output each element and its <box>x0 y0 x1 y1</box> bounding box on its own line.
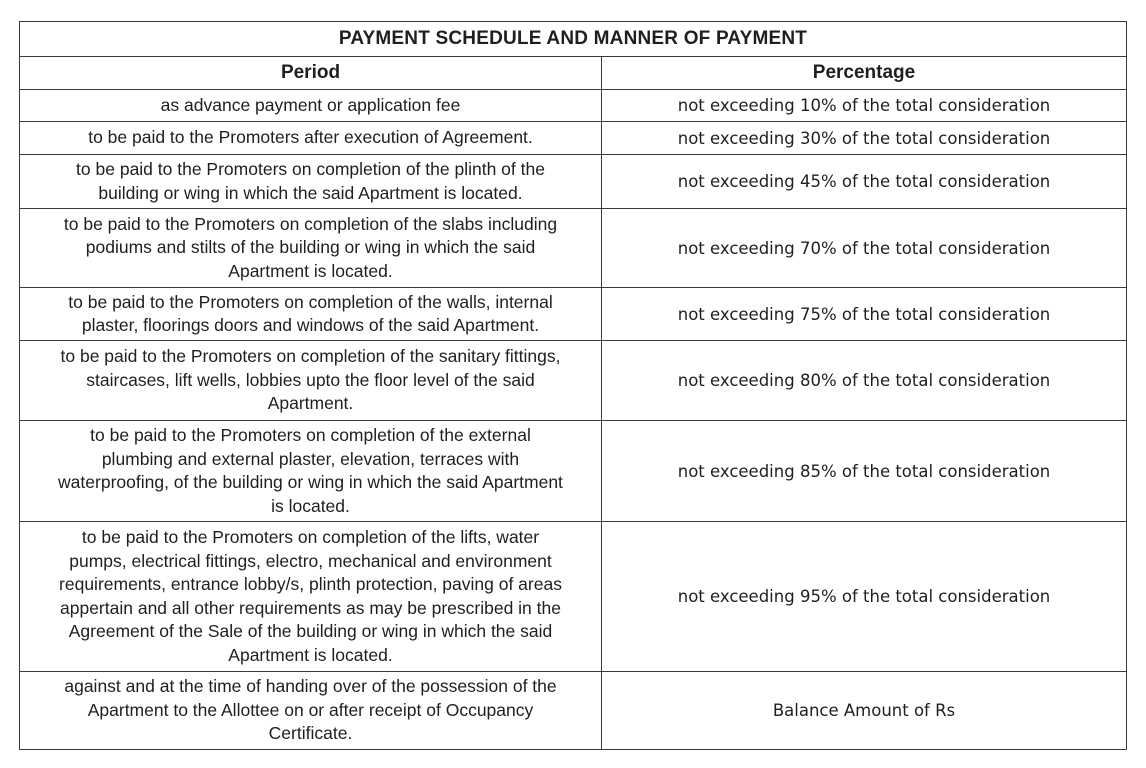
period-line: staircases, lift wells, lobbies upto the floor level of the said <box>86 369 535 390</box>
period-line: building or wing in which the said Apartment is located. <box>98 182 523 203</box>
period-line: Apartment is located. <box>228 260 393 281</box>
table-row <box>20 288 1127 341</box>
percentage-cell: not exceeding 45% of the total consideration <box>602 155 1127 209</box>
period-line: pumps, electrical fittings, electro, mechanical and environment <box>69 550 552 571</box>
table-header-row <box>20 57 1127 90</box>
percentage-cell: not exceeding 80% of the total consideration <box>602 341 1127 421</box>
period-line: plumbing and external plaster, elevation, terraces with <box>101 448 520 469</box>
period-line: Apartment is located. <box>228 644 393 665</box>
period-line: to be paid to the Promoters on completion of the lifts, water <box>81 527 540 547</box>
period-line: Certificate. <box>268 723 353 744</box>
period-line: to be paid to the Promoters on completion of the plinth of the <box>76 159 545 179</box>
period-cell <box>20 288 602 341</box>
period-line: waterproofing, of the building or wing in which the said Apartment <box>58 472 563 492</box>
table-row <box>20 672 1127 750</box>
table-title: PAYMENT SCHEDULE AND MANNER OF PAYMENT <box>20 22 1127 57</box>
period-cell <box>20 90 602 122</box>
period-cell <box>20 155 602 209</box>
period-cell <box>20 522 602 672</box>
table-row <box>20 421 1127 522</box>
table-row <box>20 522 1127 672</box>
table-row <box>20 341 1127 421</box>
table-row <box>20 122 1127 155</box>
period-line: podiums and stilts of the building or wing in which the said <box>85 237 536 258</box>
table-row <box>20 90 1127 122</box>
period-line: to be paid to the Promoters on completion of the walls, internal <box>68 291 553 312</box>
period-cell <box>20 421 602 522</box>
column-header-period: Period <box>20 57 602 90</box>
period-line: Agreement of the Sale of the building or wing in which the said <box>68 621 553 641</box>
period-line: to be paid to the Promoters on completion of the slabs including <box>63 213 558 234</box>
period-line: Apartment to the Allottee on or after receipt of Occupancy <box>87 699 534 720</box>
percentage-cell: not exceeding 95% of the total consideration <box>602 522 1127 672</box>
period-cell <box>20 672 602 750</box>
period-line: is located. <box>271 495 350 516</box>
period-cell <box>20 209 602 288</box>
period-line: to be paid to the Promoters after execution of Agreement. <box>88 127 533 148</box>
percentage-cell: not exceeding 75% of the total consideration <box>602 288 1127 341</box>
period-line: Apartment. <box>267 393 354 414</box>
percentage-cell: not exceeding 70% of the total consideration <box>602 209 1127 288</box>
column-header-percentage: Percentage <box>602 57 1127 90</box>
table-row <box>20 155 1127 209</box>
period-line: requirements, entrance lobby/s, plinth protection, paving of areas <box>59 574 562 594</box>
period-line: to be paid to the Promoters on completion of the external <box>90 425 531 445</box>
payment-schedule-table <box>19 21 1127 750</box>
period-line: against and at the time of handing over of the possession of the <box>64 676 557 697</box>
percentage-cell: Balance Amount of Rs <box>602 672 1127 750</box>
percentage-cell: not exceeding 30% of the total consideration <box>602 122 1127 155</box>
percentage-cell: not exceeding 10% of the total consideration <box>602 90 1127 122</box>
period-line: as advance payment or application fee <box>160 94 461 115</box>
period-cell <box>20 341 602 421</box>
table-row <box>20 209 1127 288</box>
table-title-row <box>20 22 1127 57</box>
period-cell <box>20 122 602 155</box>
period-line: plaster, floorings doors and windows of the said Apartment. <box>81 315 540 335</box>
percentage-cell: not exceeding 85% of the total consideration <box>602 421 1127 522</box>
period-line: appertain and all other requirements as may be prescribed in the <box>60 597 561 618</box>
period-line: to be paid to the Promoters on completion of the sanitary fittings, <box>60 346 561 367</box>
